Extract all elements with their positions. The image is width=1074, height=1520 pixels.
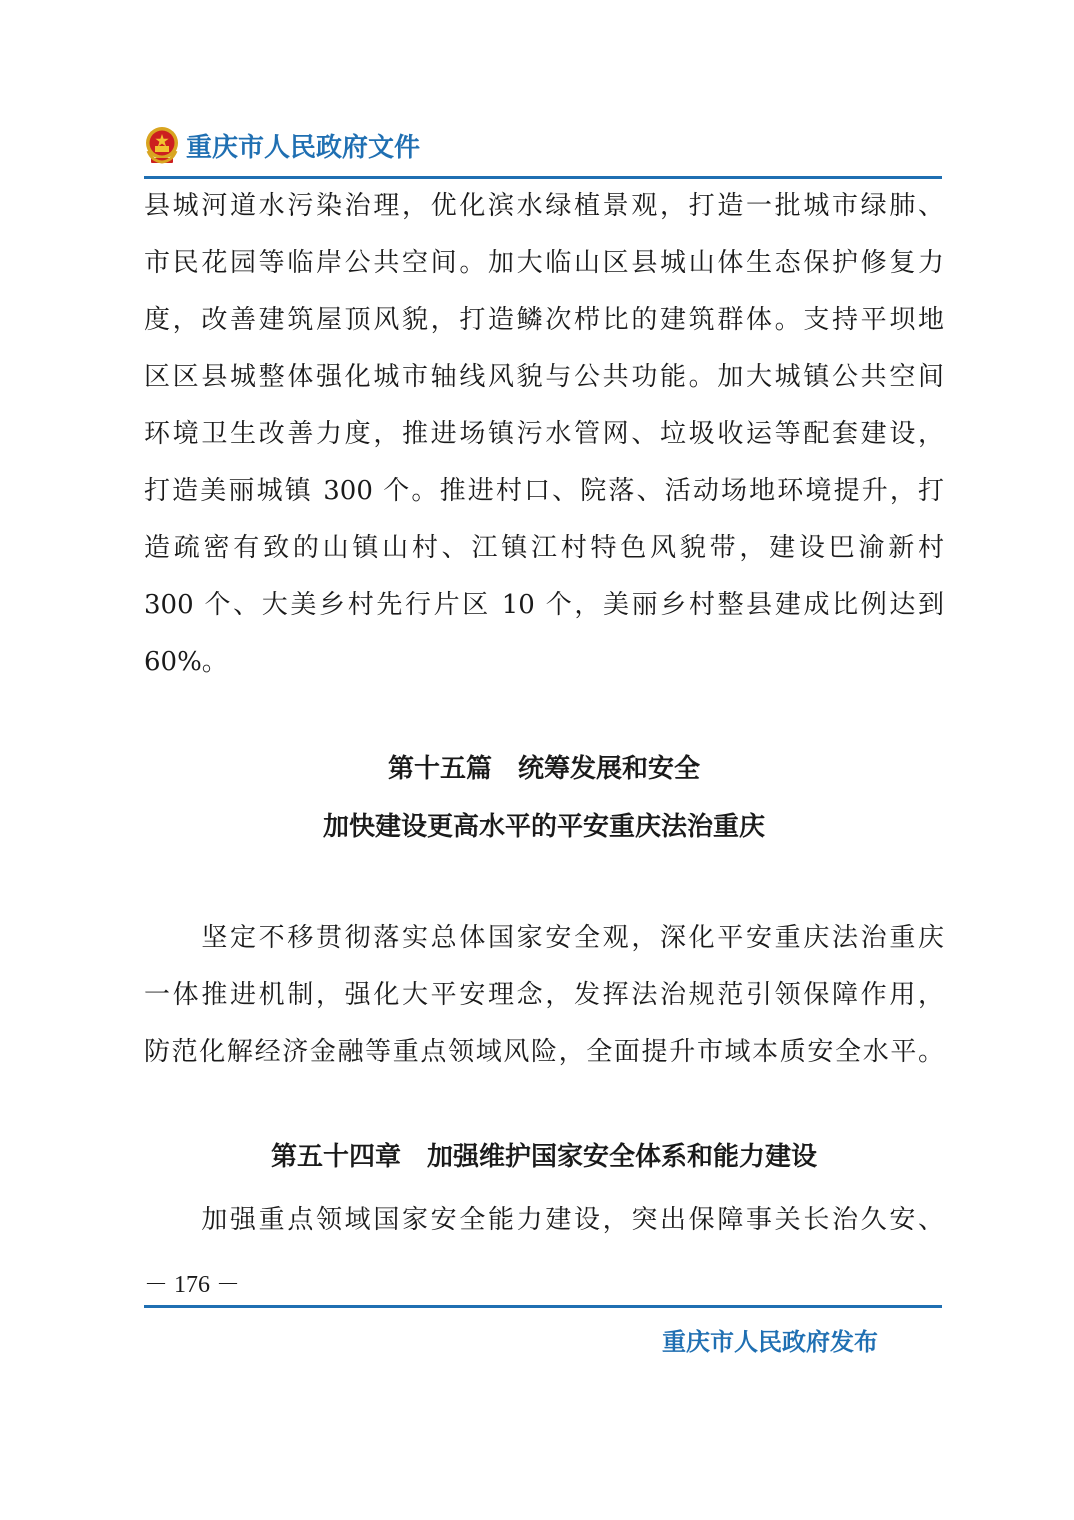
header-title: 重庆市人民政府文件: [186, 132, 421, 163]
part-title-line-1: 第十五篇 统筹发展和安全: [387, 754, 700, 784]
paragraph-1: [144, 178, 944, 691]
paragraph-line: 打造美丽城镇 300 个。推进村口、院落、活动场地环境提升，打: [144, 476, 944, 506]
paragraph-line: 300 个、大美乡村先行片区 10 个，美丽乡村整县建成比例达到: [144, 590, 944, 620]
national-emblem-icon: [144, 125, 180, 165]
paragraph-line: 度，改善建筑屋顶风貌，打造鳞次栉比的建筑群体。支持平坝地: [144, 305, 944, 335]
part-title-line-2: 加快建设更高水平的平安重庆法治重庆: [322, 812, 765, 842]
paragraph-line: 坚定不移贯彻落实总体国家安全观，深化平安重庆法治重庆: [144, 923, 944, 953]
paragraph-line: 市民花园等临岸公共空间。加大临山区县城山体生态保护修复力: [144, 248, 944, 278]
paragraph-line: 一体推进机制，强化大平安理念，发挥法治规范引领保障作用，: [144, 980, 944, 1010]
header: [144, 120, 420, 170]
paragraph-line: 防范化解经济金融等重点领域风险，全面提升市域本质安全水平。: [144, 1037, 944, 1067]
paragraph-line: 60%。: [144, 647, 228, 677]
paragraph-line: 县城河道水污染治理，优化滨水绿植景观，打造一批城市绿肺、: [144, 191, 944, 221]
paragraph-line: 区区县城整体强化城市轴线风貌与公共功能。加大城镇公共空间: [144, 362, 944, 392]
paragraph-3: [144, 1192, 944, 1249]
paragraph-line: 环境卫生改善力度，推进场镇污水管网、垃圾收运等配套建设，: [144, 419, 944, 449]
page-number: － 176 －: [144, 1272, 240, 1298]
chapter-title: 第五十四章 加强维护国家安全体系和能力建设: [270, 1142, 817, 1172]
footer-publisher: 重庆市人民政府发布: [662, 1327, 878, 1356]
paragraph-line: 造疏密有致的山镇山村、江镇江村特色风貌带，建设巴渝新村: [144, 533, 944, 563]
footer-rule: [144, 1305, 942, 1308]
paragraph-2: [144, 910, 944, 1081]
paragraph-line: 加强重点领域国家安全能力建设，突出保障事关长治久安、: [144, 1205, 944, 1235]
